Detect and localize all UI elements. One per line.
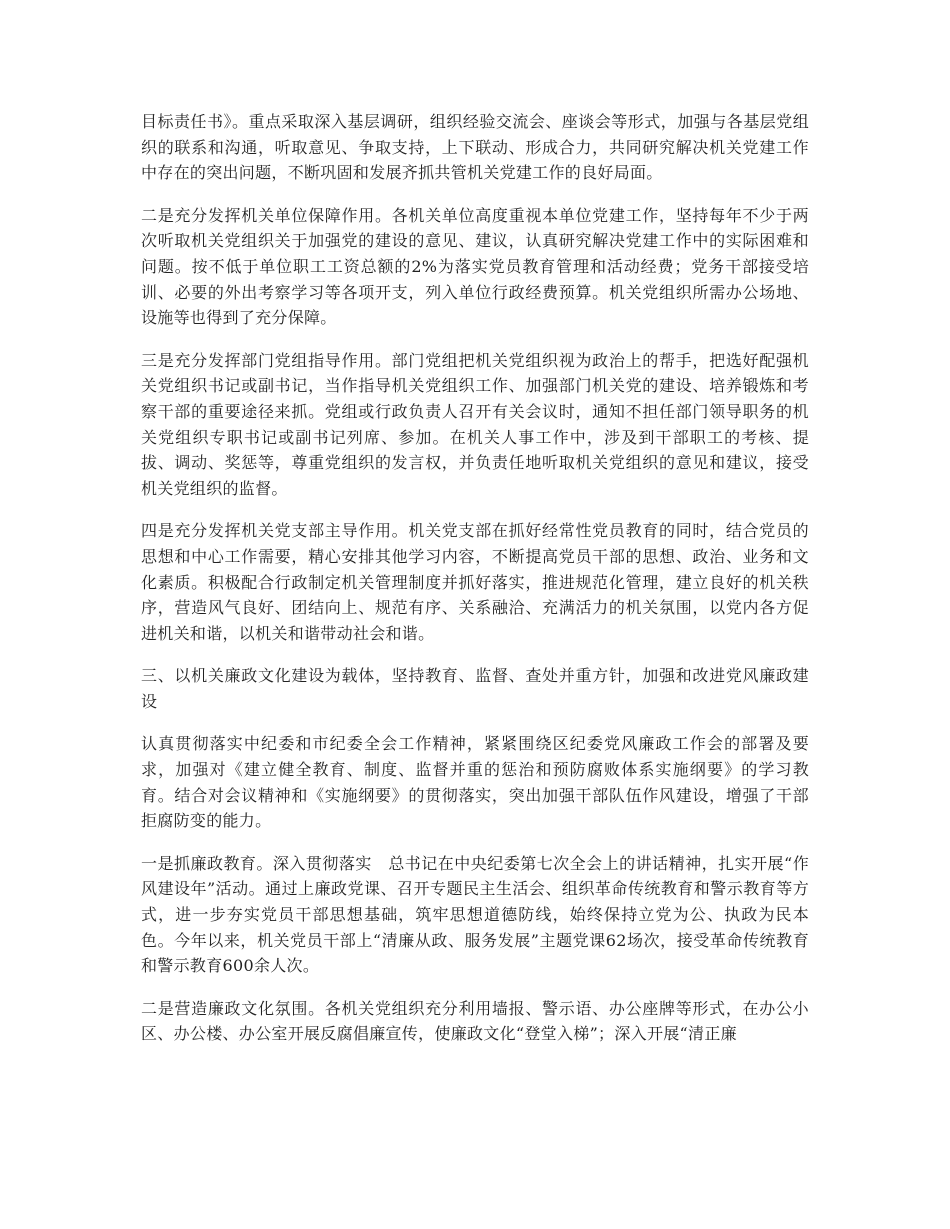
paragraph-integrity-education: 一是抓廉政教育。深入贯彻落实 总书记在中央纪委第七次全会上的讲话精神，扎实开展“作风建设年”活动。通过上廉政党课、召开专题民主生活会、组织革命传统教育和警示教育等方式，进一步夯实党员干部思想基础，筑牢思想道德防线，始终保持立党为公、执政为民本色。今年以来，机关党员干部上“清廉从政、服务发展”主题党课62场次，接受革命传统教育和警示教育600余人次。: [141, 853, 809, 976]
document-body: [141, 109, 809, 1064]
paragraph-branch-leading-role: 四是充分发挥机关党支部主导作用。机关党支部在抓好经常性党员教育的同时，结合党员的思想和中心工作需要，精心安排其他学习内容，不断提高党员干部的思想、政治、业务和文化素质。积极配合行政制定机关管理制度并抓好落实，推进规范化管理，建立良好的机关秩序，营造风气良好、团结向上、规范有序、关系融洽、充满活力的机关氛围，以党内各方促进机关和谐，以机关和谐带动社会和谐。: [141, 521, 809, 643]
paragraph-party-group-guidance: 三是充分发挥部门党组指导作用。部门党组把机关党组织视为政治上的帮手，把选好配强机关党组织书记或副书记，当作指导机关党组织工作、加强部门机关党的建设、培养锻炼和考察干部的重要途径来抓。党组或行政负责人召开有关会议时，通知不担任部门领导职务的机关党组织专职书记或副书记列席、参加。在机关人事工作中，涉及到干部职工的考核、提拔、调动、奖惩等，尊重党组织的发言权，并负责任地听取机关党组织的意见和建议，接受机关党组织的监督。: [141, 350, 809, 498]
paragraph-responsibility-book: 目标责任书》。重点采取深入基层调研，组织经验交流会、座谈会等形式，加强与各基层党组织的联系和沟通，听取意见、争取支持，上下联动、形成合力，共同研究解决机关党建工作中存在的突出问题，不断巩固和发展齐抓共管机关党建工作的良好局面。: [141, 112, 809, 183]
paragraph-unit-guarantee: 二是充分发挥机关单位保障作用。各机关单位高度重视本单位党建工作，坚持每年不少于两次听取机关党组织关于加强党的建设的意见、建议，认真研究解决党建工作中的实际困难和问题。按不低于单位职工工资总额的2%为落实党员教育管理和活动经费；党务干部接受培训、必要的外出考察学习等各项开支，列入单位行政经费预算。机关党组织所需办公场地、设施等也得到了充分保障。: [141, 205, 809, 328]
paragraph-integrity-atmosphere: 二是营造廉政文化氛围。各机关党组织充分利用墙报、警示语、办公座牌等形式，在办公小区、办公楼、办公室开展反腐倡廉宣传，使廉政文化“登堂入梯”；深入开展“清正廉: [141, 998, 809, 1044]
section-heading-integrity-culture: 三、以机关廉政文化建设为载体，坚持教育、监督、查处并重方针，加强和改进党风廉政建设: [141, 666, 809, 711]
paragraph-implement-spirit: 认真贯彻落实中纪委和市纪委全会工作精神，紧紧围绕区纪委党风廉政工作会的部署及要求，加强对《建立健全教育、制度、监督并重的惩治和预防腐败体系实施纲要》的学习教育。结合对会议精神和《实施纲要》的贯彻落实，突出加强干部队伍作风建设，增强了干部拒腐防变的能力。: [141, 734, 809, 831]
